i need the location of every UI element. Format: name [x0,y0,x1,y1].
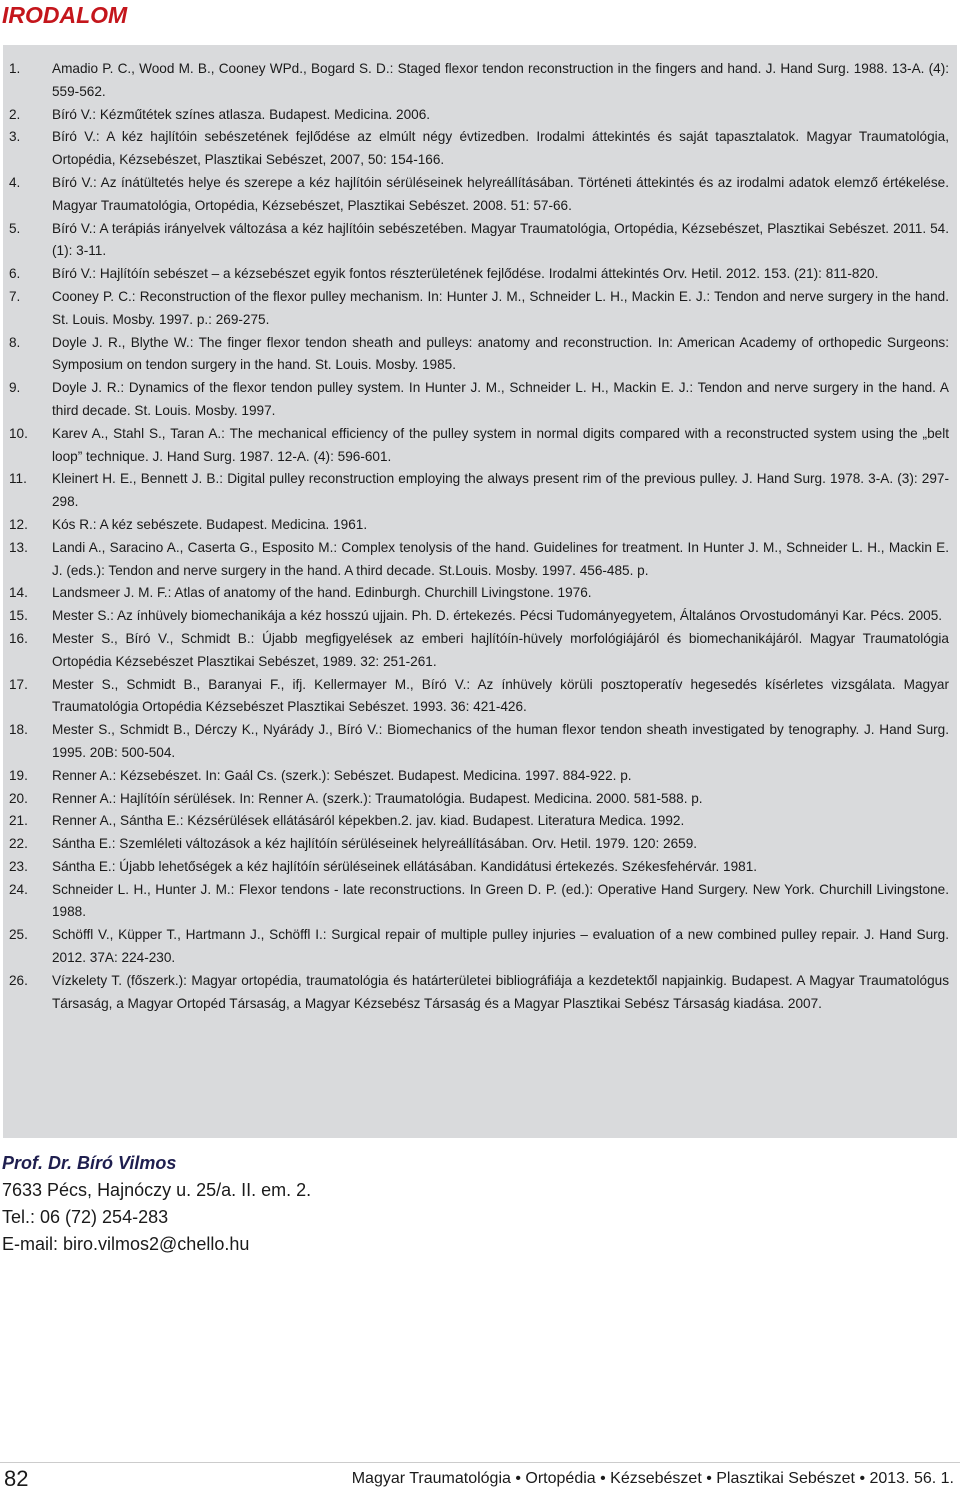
reference-text: Schöffl V., Küpper T., Hartmann J., Schöffl I.: Surgical repair of multiple pulley injuries – evaluation of a new combined pulley repair. J. Hand Surg. 2012. 37A: 224-230. [52,927,949,966]
reference-text: Doyle J. R.: Dynamics of the flexor tendon pulley system. In Hunter J. M., Schneider L. H., Mackin E. J.: Tendon and nerve surgery in the hand. A third decade. St. Louis. Mosby. 1997. [52,380,949,418]
reference-number: 21. [9,813,28,829]
reference-number: 9. [9,380,21,396]
author-email[interactable]: E-mail: biro.vilmos2@chello.hu [2,1234,250,1254]
reference-item [9,537,949,583]
reference-item [9,833,949,856]
reference-item [9,970,949,1016]
reference-text: Mester S., Schmidt B., Baranyai F., ifj. Kellermayer M., Bíró V.: Az ínhüvely körüli posztoperatív hegesedés kísérletes vizsgálata. Magyar Traumatológia Ortopédia Kézsebészet Plasztikai Sebészet. 1993. 36: 421-426. [52,676,949,715]
section-heading: IRODALOM [2,2,128,28]
reference-text: Renner A.: Kézsebészet. In: Gaál Cs. (szerk.): Sebészet. Budapest. Medicina. 1997. 884-922. p. [52,767,632,783]
reference-text: Mester S., Bíró V., Schmidt B.: Újabb megfigyelések az emberi hajlítóín-hüvely morfológiájáról és biomechanikájáról. Magyar Traumatológia Ortopédia Kézsebészet Plasztikai Sebészet, 1989. 32: 251-261. [52,630,949,669]
reference-number: 20. [9,790,28,806]
author-name: Prof. Dr. Bíró Vilmos [2,1153,177,1173]
reference-text: Renner A.: Hajlítóín sérülések. In: Renner A. (szerk.): Traumatológia. Budapest. Medicina. 2000. 581-588. p. [52,790,703,806]
reference-item [9,104,949,127]
reference-item [9,605,949,628]
reference-number: 2. [9,106,21,122]
reference-item [9,423,949,469]
reference-text: Bíró V.: Hajlítóín sebészet – a kézsebészet egyik fontos részterületének fejlődése. Irodalmi áttekintés Orv. Hetil. 2012. 153. (21): 811-820. [52,266,879,282]
reference-item [9,332,949,378]
reference-number: 17. [9,676,28,692]
reference-text: Kós R.: A kéz sebészete. Budapest. Medicina. 1961. [52,516,368,532]
reference-number: 16. [9,630,28,646]
reference-text: Bíró V.: A kéz hajlítóin sebészetének fejlődése az elmúlt négy évtizedben. Irodalmi áttekintés és saját tapasztalatok. Magyar Traumatológia, Ortopédia, Kézsebészet, Plasztikai Sebészet, 2007, 50: 154-166. [52,129,949,168]
reference-item [9,924,949,970]
reference-text: Landi A., Saracino A., Caserta G., Esposito M.: Complex tenolysis of the hand. Guidelines for treatment. In Hunter J. M., Schneider L. H., Mackin E. J. (eds.): Tendon and nerve surgery in the hand. A third decade. St.Louis. Mosby. 1997. 456-485. p. [52,539,949,578]
author-address: 7633 Pécs, Hajnóczy u. 25/a. II. em. 2. [2,1180,312,1200]
reference-number: 25. [9,927,28,943]
reference-text: Amadio P. C., Wood M. B., Cooney WPd., Bogard S. D.: Staged flexor tendon reconstruction in the fingers and hand. J. Hand Surg. 1988. 13-A. (4): 559-562. [52,61,949,99]
reference-number: 4. [9,174,21,190]
reference-text: Cooney P. C.: Reconstruction of the flexor pulley mechanism. In: Hunter J. M., Schneider L. H., Mackin E. J.: Tendon and nerve surgery in the hand. St. Louis. Mosby. 1997. p.: 269-275. [52,288,949,327]
reference-number: 23. [9,858,28,874]
reference-item [9,514,949,537]
reference-number: 12. [9,516,28,532]
reference-number: 3. [9,129,21,145]
reference-item [9,628,949,674]
reference-item [9,468,949,514]
reference-text: Mester S., Schmidt B., Dérczy K., Nyárády J., Bíró V.: Biomechanics of the human flexor tendon sheath investigated by tenography. J. Hand Surg. 1995. 20B: 500-504. [52,722,949,760]
reference-item [9,58,949,104]
reference-number: 10. [9,425,28,441]
reference-number: 13. [9,539,28,555]
reference-number: 15. [9,608,28,624]
reference-item [9,263,949,286]
reference-list-box [3,45,957,1138]
reference-text: Bíró V.: Az ínátültetés helye és szerepe a kéz hajlítóin sérüléseinek helyreállításában. Történeti áttekintés és az irodalmi adatok elemző értékelése. Magyar Traumatológia, Ortopédia, Kézsebészet, Plasztikai Sebészet. 2008. 51: 57-66. [52,174,949,213]
reference-item [9,810,949,833]
page-number: 82 [4,1466,29,1491]
reference-number: 11. [9,471,27,487]
reference-text: Kleinert H. E., Bennett J. B.: Digital pulley reconstruction employing the always present rim of the previous pulley. J. Hand Surg. 1978. 3-A. (3): 297-298. [52,471,949,510]
reference-number: 5. [9,220,21,236]
reference-number: 14. [9,585,28,601]
reference-item [9,879,949,925]
author-contact [2,1150,311,1258]
reference-number: 22. [9,836,28,852]
journal-footer: Magyar Traumatológia • Ortopédia • Kézsebészet • Plasztikai Sebészet • 2013. 56. 1. [351,1470,954,1487]
reference-item [9,218,949,264]
reference-item [9,856,949,879]
reference-number: 1. [9,61,21,76]
reference-item [9,126,949,172]
reference-text: Vízkelety T. (főszerk.): Magyar ortopédia, traumatológia és határterületei bibliográfiája a kezdetektől napjainkig. Budapest. A Magyar Traumatológus Társaság, a Magyar Ortopéd Társaság, a Magyar Kézsebész Társaság és a Magyar Plasztikai Sebész Társaság kiadása. 2007. [52,972,949,1011]
reference-text: Doyle J. R., Blythe W.: The finger flexor tendon sheath and pulleys: anatomy and reconstruction. In: American Academy of orthopedic Surgeons: Symposium on tendon surgery in the hand. St. Louis. Mosby. 1985. [52,334,949,373]
reference-text: Sántha E.: Szemléleti változások a kéz hajlítóín sérüléseinek helyreállításában. Orv. Hetil. 1979. 120: 2659. [52,836,698,852]
reference-item [9,719,949,765]
reference-number: 24. [9,881,28,897]
reference-item [9,788,949,811]
reference-text: Sántha E.: Újabb lehetőségek a kéz hajlítóín sérüléseinek ellátásában. Kandidátusi értekezés. Székesfehérvár. 1981. [52,858,758,874]
reference-number: 26. [9,972,28,988]
reference-item [9,172,949,218]
reference-item [9,674,949,720]
reference-text: Schneider L. H., Hunter J. M.: Flexor tendons - late reconstructions. In Green D. P. (ed.): Operative Hand Surgery. New York. Churchill Livingstone. 1988. [52,881,949,920]
reference-item [9,286,949,332]
reference-text: Bíró V.: A terápiás irányelvek változása a kéz hajlítóin sebészetében. Magyar Traumatológia, Ortopédia, Kézsebészet, Plasztikai Sebészet. 2011. 54. (1): 3-11. [52,220,949,259]
reference-text: Bíró V.: Kézműtétek színes atlasza. Budapest. Medicina. 2006. [52,106,431,122]
reference-text: Renner A., Sántha E.: Kézsérülések ellátásáról képekben.2. jav. kiad. Budapest. Literatura Medica. 1992. [52,813,685,829]
reference-item [9,582,949,605]
reference-number: 8. [9,334,21,350]
reference-number: 19. [9,767,28,783]
reference-number: 6. [9,266,21,282]
reference-text: Landsmeer J. M. F.: Atlas of anatomy of the hand. Edinburgh. Churchill Livingstone. 1976. [52,585,592,601]
reference-number: 7. [9,288,21,304]
reference-list [9,58,949,1015]
author-phone: Tel.: 06 (72) 254-283 [2,1207,169,1227]
reference-item [9,377,949,423]
reference-item [9,765,949,788]
reference-text: Mester S.: Az ínhüvely biomechanikája a kéz hosszú ujjain. Ph. D. értekezés. Pécsi Tudományegyetem, Általános Orvostudományi Kar. Pécs. 2005. [52,608,943,624]
footer-divider [0,1462,960,1463]
reference-text: Karev A., Stahl S., Taran A.: The mechanical efficiency of the pulley system in normal digits compared with a reconstructed system using the „belt loop” technique. J. Hand Surg. 1987. 12-A. (4): 596-601. [52,425,949,464]
reference-number: 18. [9,722,28,738]
